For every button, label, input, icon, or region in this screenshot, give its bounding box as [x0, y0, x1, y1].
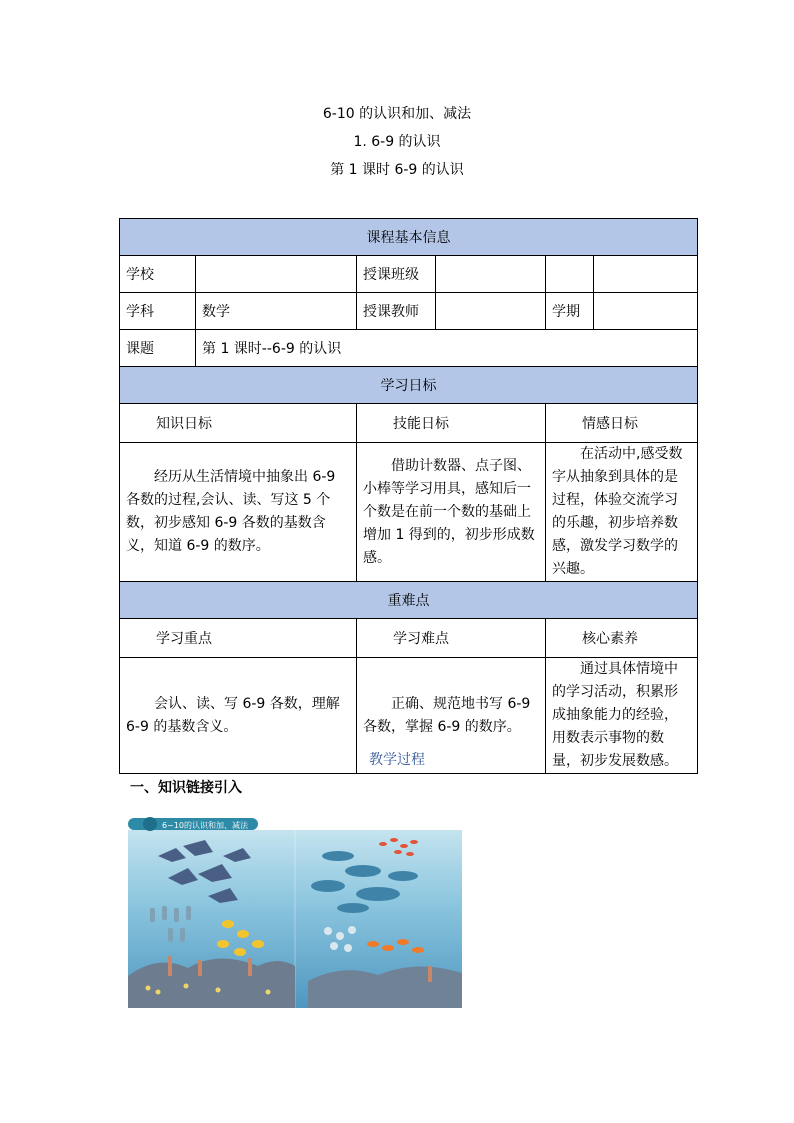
lesson-title: 第 1 课时 6-9 的认识: [330, 162, 464, 178]
school-value: [196, 256, 357, 293]
key-col-difficulty: 学习难点: [357, 619, 546, 658]
class-value: [436, 256, 546, 293]
key-points-header: 重难点: [120, 582, 698, 619]
title-block: [0, 100, 794, 184]
key-text-difficulty: 正确、规范地书写 6-9 各数，掌握 6-9 的数序。: [357, 658, 546, 774]
key-col-literacy: 核心素养: [546, 619, 698, 658]
key-col-focus: 学习重点: [120, 619, 357, 658]
subject-label: 学科: [120, 293, 196, 330]
lesson-info-table: [119, 218, 698, 774]
banner-badge: [143, 817, 157, 831]
topic-label: 课题: [120, 330, 196, 367]
term-label: 学期: [546, 293, 594, 330]
subject-value: 数学: [196, 293, 357, 330]
goal-col-skill: 技能日标: [357, 404, 546, 443]
class-label: 授课班级: [357, 256, 436, 293]
goal-text-emotion: 在活动中,感受数字从抽象到具体的是过程，体验交流学习的乐趣，初步培养数感，激发学习数学的兴趣。: [546, 443, 698, 582]
basic-info-header: 课程基本信息: [120, 219, 698, 256]
coral-reef-left: [128, 958, 295, 1008]
underwater-scene-image: [128, 816, 462, 1008]
goal-col-emotion: 情感日标: [546, 404, 698, 443]
key-text-literacy: 通过具体情境中的学习活动，积累形成抽象能力的经验，用数表示事物的数量，初步发展数感。: [546, 658, 698, 774]
school-label: 学校: [120, 256, 196, 293]
key-text-focus: 会认、读、写 6-9 各数，理解 6-9 的基数含义。: [120, 658, 357, 774]
topic-value: 第 1 课时--6-9 的认识: [196, 330, 698, 367]
section-one-title: 一、知识链接引入: [130, 780, 242, 796]
empty-cell: [546, 256, 594, 293]
goal-col-knowledge: 知识日标: [120, 404, 357, 443]
teaching-process-title: 教学过程: [369, 752, 425, 768]
unit-title: 6-10 的认识和加、减法: [322, 106, 472, 122]
term-value: [594, 293, 698, 330]
empty-cell: [594, 256, 698, 293]
goals-header: 学习日标: [120, 367, 698, 404]
teacher-value: [436, 293, 546, 330]
goal-text-skill: 借助计数器、点子图、小棒等学习用具，感知后一个数是在前一个数的基础上增加 1 得到的，初步形成数感。: [357, 443, 546, 582]
goal-text-knowledge: 经历从生活情境中抽象出 6-9 各数的过程,会认、读、写这 5 个数，初步感知 6-9 各数的基数含义，知道 6-9 的数序。: [120, 443, 357, 582]
banner-text: 6~10的认识和加、减法: [162, 821, 248, 830]
coral-reef-right: [308, 966, 462, 1008]
section-title: 1. 6-9 的认识: [353, 134, 441, 150]
teacher-label: 授课教师: [357, 293, 436, 330]
